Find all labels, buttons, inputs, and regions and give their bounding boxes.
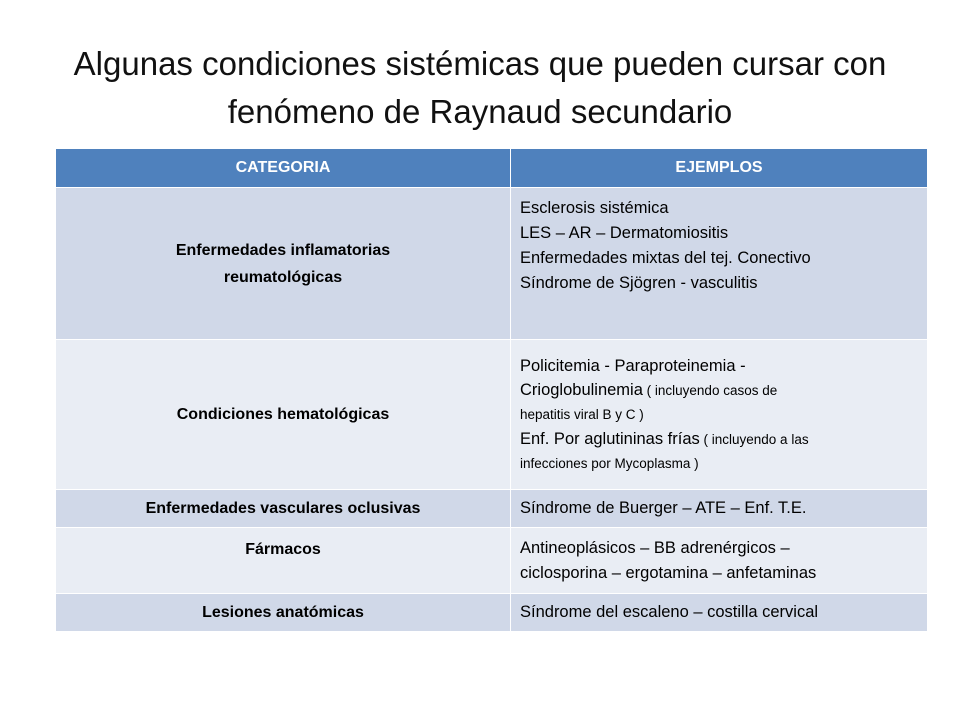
category-cell [56, 490, 511, 528]
example-line: ciclosporina – ergotamina – anfetaminas [520, 563, 817, 582]
category-line: Fármacos [245, 541, 321, 558]
example-line [520, 378, 918, 403]
examples-cell [511, 188, 928, 340]
category-line: Enfermedades inflamatorias [175, 241, 391, 259]
category-line: Enfermedades vasculares oclusivas [145, 500, 421, 517]
example-note-line: infecciones por Mycoplasma ) [520, 455, 699, 471]
example-note: ( incluyendo a las [699, 431, 809, 447]
example-line [520, 427, 918, 452]
category-cell [56, 340, 511, 490]
example-line: LES – AR – Dermatomiositis [520, 224, 729, 242]
category-line: reumatológicas [223, 268, 343, 286]
example-note-line: hepatitis viral B y C ) [520, 406, 644, 422]
category-cell [56, 594, 511, 632]
examples-cell [511, 528, 928, 594]
conditions-table [55, 148, 928, 632]
category-cell [56, 188, 511, 340]
table-row [56, 188, 928, 340]
category-cell [56, 528, 511, 594]
examples-cell [511, 490, 928, 528]
example-line: Policitemia - Paraproteinemia - [520, 356, 746, 375]
example-main-text: Enf. Por aglutininas frías [520, 429, 700, 448]
header-ejemplos: EJEMPLOS [511, 149, 928, 188]
slide-title [40, 40, 920, 136]
table-header-row [56, 149, 928, 188]
title-line-1: Algunas condiciones sistémicas que pueden cursar con [73, 45, 887, 82]
category-line: Lesiones anatómicas [202, 604, 364, 621]
example-line: Antineoplásicos – BB adrenérgicos – [520, 538, 790, 557]
example-main-text: Crioglobulinemia [520, 380, 643, 399]
table-row [56, 528, 928, 594]
header-categoria: CATEGORIA [56, 149, 511, 188]
category-line: Condiciones hematológicas [176, 406, 390, 423]
example-line: Síndrome del escaleno – costilla cervical [520, 603, 819, 621]
example-line: Esclerosis sistémica [520, 199, 669, 217]
table-row [56, 340, 928, 490]
example-line: Síndrome de Buerger – ATE – Enf. T.E. [520, 499, 807, 517]
examples-cell [511, 594, 928, 632]
example-line: Enfermedades mixtas del tej. Conectivo [520, 249, 811, 267]
table-row [56, 594, 928, 632]
example-line: Síndrome de Sjögren - vasculitis [520, 274, 758, 292]
title-line-2: fenómeno de Raynaud secundario [227, 93, 733, 130]
examples-cell [511, 340, 928, 490]
example-note: ( incluyendo casos de [642, 382, 778, 398]
table-row [56, 490, 928, 528]
